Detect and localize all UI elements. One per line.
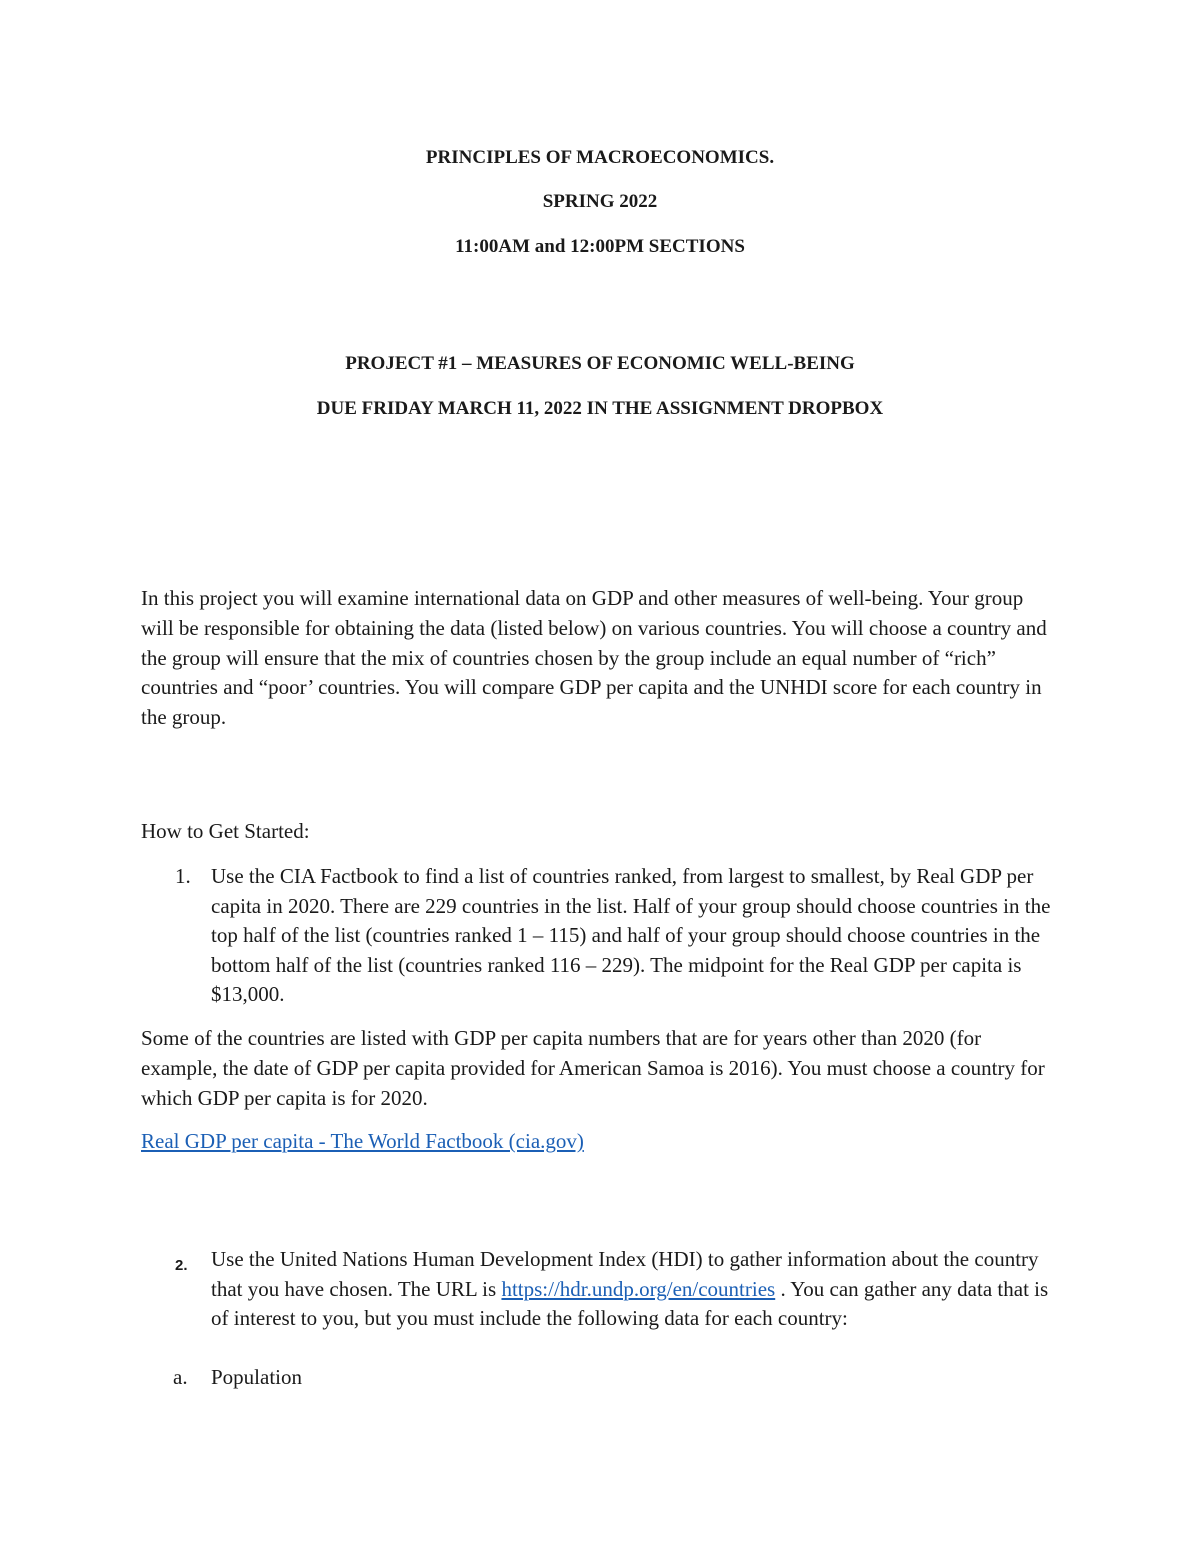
step-2 [141, 1245, 1061, 1334]
getting-started-heading: How to Get Started: [141, 819, 310, 843]
term-title: SPRING 2022 [542, 191, 658, 212]
note-paragraph: Some of the countries are listed with GDP per capita numbers that are for years other than 2020 (for example, the date of GDP per capita provided for American Samoa is 2016). You must choose a country for which GDP per capita is for 2020. [141, 1026, 1045, 1110]
step-2-text-before: Use the United Nations Human Development Index (HDI) to gather information about the country that you have chosen. The URL is [211, 1247, 1039, 1301]
intro-paragraph: In this project you will examine international data on GDP and other measures of well-being. Your group will be responsible for obtaining the data (listed below) on various countries. You will choose a country and the group will ensure that the mix of countries chosen by the group include an equal number of “rich” countries and “poor’ countries. You will compare GDP per capita and the UNHDI score for each country in the group. [141, 586, 1047, 730]
due-date-title: DUE FRIDAY MARCH 11, 2022 IN THE ASSIGNMENT DROPBOX [316, 398, 884, 419]
sub-item-marker: a. [173, 1365, 188, 1389]
project-title: PROJECT #1 – MEASURES OF ECONOMIC WELL-BEING [345, 353, 855, 374]
undp-hdi-link[interactable]: https://hdr.undp.org/en/countries [501, 1276, 776, 1301]
course-title: PRINCIPLES OF MACROECONOMICS. [425, 147, 775, 168]
sections-title: 11:00AM and 12:00PM SECTIONS [455, 236, 745, 257]
step-1 [141, 862, 1061, 1010]
cia-link-line [141, 1127, 1061, 1157]
cia-factbook-link[interactable]: Real GDP per capita - The World Factbook (cia.gov) [141, 1129, 584, 1153]
step-1-number: 1. [175, 864, 191, 888]
sub-item-population [173, 1363, 303, 1393]
step-2-text-after: . You can gather any data that is of interest to you, but you must include the following data for each country: [211, 1276, 1049, 1331]
sub-item-label: Population [211, 1365, 303, 1389]
step-2-text [211, 1245, 1061, 1334]
step-2-number: 2. [175, 1257, 188, 1274]
step-1-text: Use the CIA Factbook to find a list of countries ranked, from largest to smallest, by Real GDP per capita in 2020. There are 229 countries in the list. Half of your group should choose countries in the top half of the list (countries ranked 1 – 115) and half of your group should choose countries in the bottom half of the list (countries ranked 116 – 229). The midpoint for the Real GDP per capita is $13,000. [211, 864, 1051, 1007]
